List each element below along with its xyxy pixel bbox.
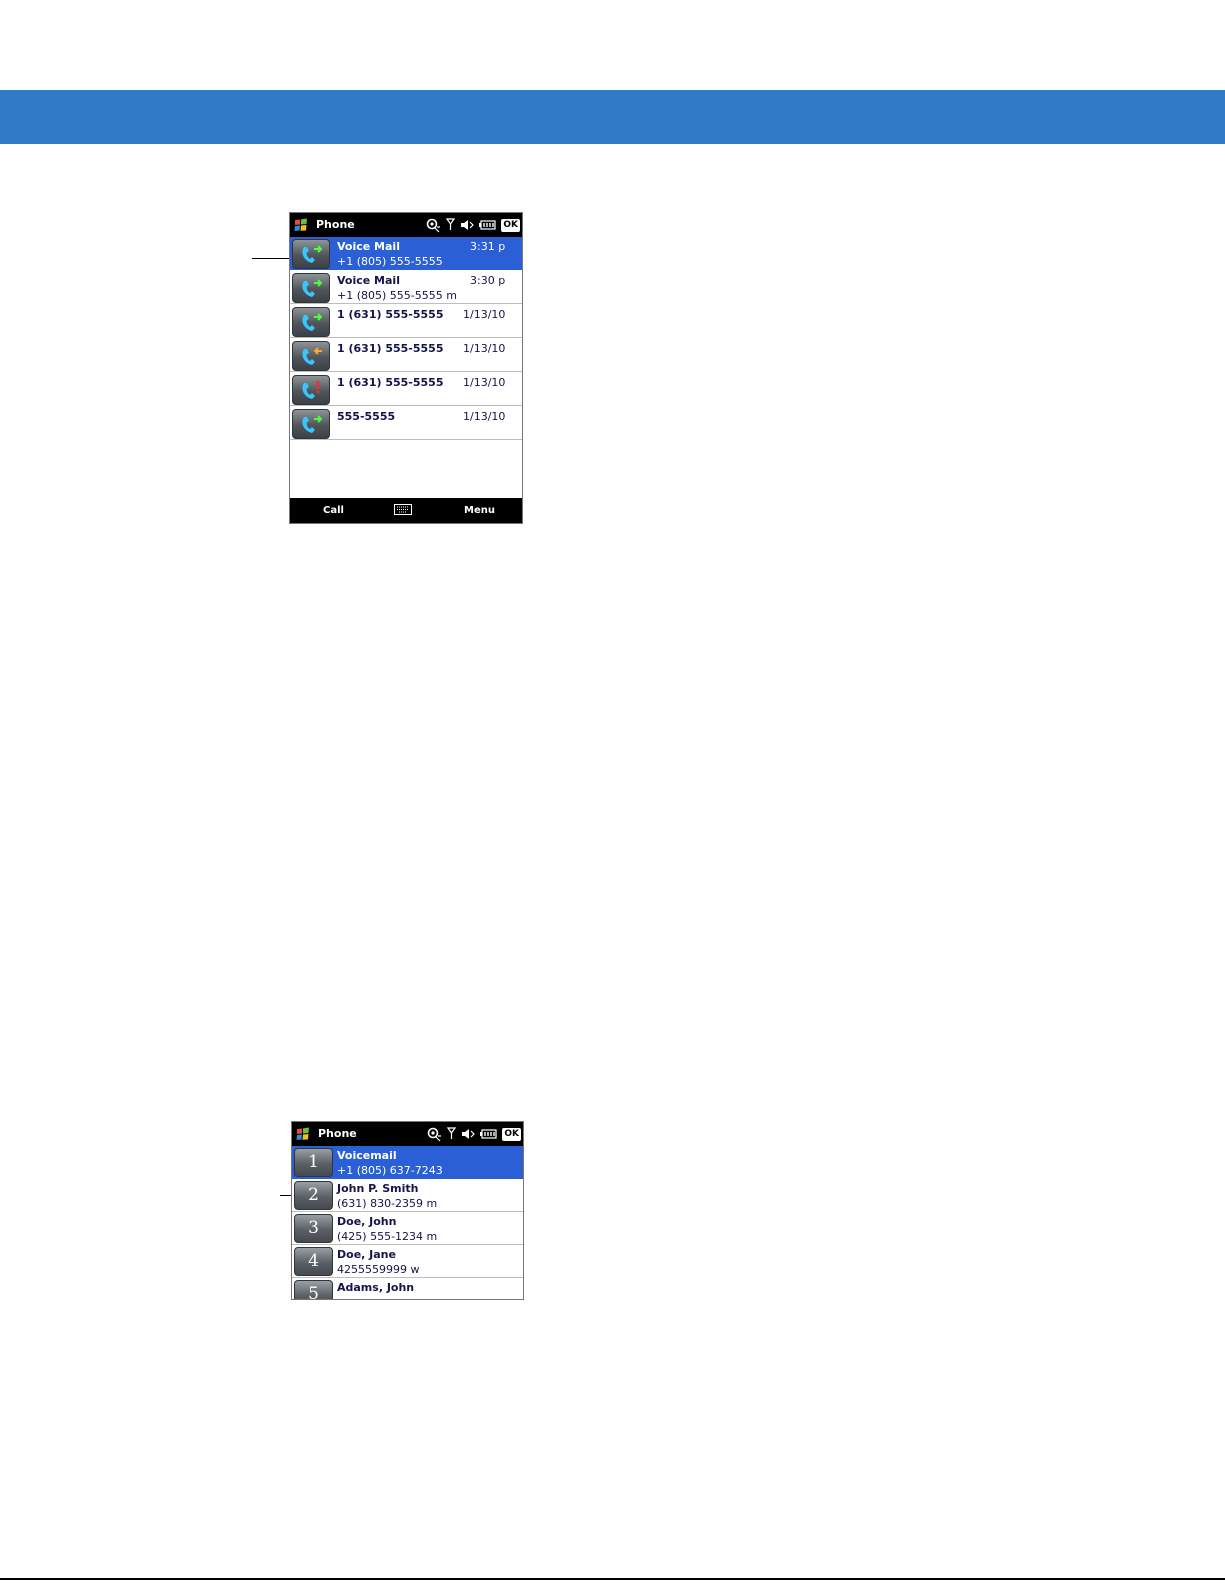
callout-line — [252, 258, 292, 259]
caller-number: +1 (805) 555-5555 m — [337, 289, 457, 302]
speed-dial-item[interactable] — [292, 1245, 523, 1278]
speaker-muted-icon[interactable] — [461, 1127, 475, 1141]
contact-number: (425) 555-1234 m — [337, 1230, 438, 1243]
call-time: 3:31 p — [470, 240, 506, 253]
bottom-rule — [0, 1578, 1225, 1580]
caller-number: +1 (805) 555-5555 — [337, 255, 443, 268]
speed-dial-item[interactable] — [292, 1278, 523, 1300]
contact-name: Adams, John — [337, 1281, 415, 1294]
contact-name: Doe, Jane — [337, 1248, 396, 1261]
call-time: 1/13/10 — [463, 308, 506, 321]
windows-start-icon[interactable] — [294, 218, 308, 232]
call-list-item[interactable] — [290, 305, 522, 338]
call-list-item[interactable] — [290, 407, 522, 440]
contact-number: (631) 830-2359 m — [337, 1197, 438, 1210]
caller-name: Voice Mail — [337, 240, 400, 253]
contact-name: John P. Smith — [337, 1182, 419, 1195]
ok-button[interactable]: OK — [504, 1128, 519, 1139]
menu-softkey[interactable]: Menu — [464, 505, 495, 516]
speed-dial-screen — [291, 1121, 524, 1300]
call-history-screen — [289, 212, 523, 524]
caller-name: Voice Mail — [337, 274, 400, 287]
call-list-item[interactable] — [290, 339, 522, 372]
contact-name: Doe, John — [337, 1215, 397, 1228]
battery-icon[interactable] — [480, 1129, 497, 1139]
outgoing-call-icon[interactable] — [292, 307, 330, 337]
ok-button[interactable]: OK — [503, 219, 518, 230]
contact-name: Voicemail — [337, 1149, 397, 1162]
caller-name: 1 (631) 555-5555 — [337, 376, 444, 389]
call-time: 1/13/10 — [463, 342, 506, 355]
header-band — [0, 90, 1225, 144]
battery-icon[interactable] — [479, 220, 496, 230]
signal-icon[interactable] — [447, 1127, 456, 1141]
outgoing-call-icon[interactable] — [292, 409, 330, 439]
app-title: Phone — [318, 1127, 357, 1140]
signal-icon[interactable] — [446, 218, 455, 232]
speed-dial-item[interactable] — [292, 1179, 523, 1212]
call-time: 1/13/10 — [463, 410, 506, 423]
call-time: 3:30 p — [470, 274, 506, 287]
call-list-item[interactable] — [290, 237, 522, 270]
windows-start-icon[interactable] — [296, 1127, 310, 1141]
speed-dial-number[interactable]: 5 — [294, 1280, 333, 1300]
speed-dial-number[interactable]: 2 — [294, 1181, 333, 1210]
app-title: Phone — [316, 218, 355, 231]
call-list-item[interactable] — [290, 271, 522, 304]
speed-dial-item[interactable] — [292, 1212, 523, 1245]
status-icons — [426, 1126, 521, 1142]
outgoing-call-icon[interactable] — [292, 273, 330, 303]
keyboard-icon[interactable] — [394, 504, 412, 515]
connectivity-icon[interactable] — [426, 1126, 442, 1142]
outgoing-call-icon[interactable] — [292, 239, 330, 269]
call-time: 1/13/10 — [463, 376, 506, 389]
title-bar — [290, 213, 522, 237]
speed-dial-number[interactable]: 4 — [294, 1247, 333, 1276]
call-list-item[interactable] — [290, 373, 522, 406]
speaker-muted-icon[interactable] — [460, 218, 474, 232]
menu-bar — [290, 498, 522, 523]
speed-dial-number[interactable]: 1 — [294, 1148, 333, 1177]
caller-name: 1 (631) 555-5555 — [337, 342, 444, 355]
status-icons — [425, 217, 520, 233]
caller-name: 555-5555 — [337, 410, 396, 423]
contact-number: +1 (805) 637-7243 — [337, 1164, 443, 1177]
connectivity-icon[interactable] — [425, 217, 441, 233]
incoming-call-icon[interactable] — [292, 341, 330, 371]
missed-call-icon[interactable] — [292, 375, 330, 405]
speed-dial-item[interactable] — [292, 1146, 523, 1179]
call-softkey[interactable]: Call — [323, 505, 344, 516]
title-bar — [292, 1122, 523, 1146]
caller-name: 1 (631) 555-5555 — [337, 308, 444, 321]
contact-number: 4255559999 w — [337, 1263, 420, 1276]
speed-dial-number[interactable]: 3 — [294, 1214, 333, 1243]
